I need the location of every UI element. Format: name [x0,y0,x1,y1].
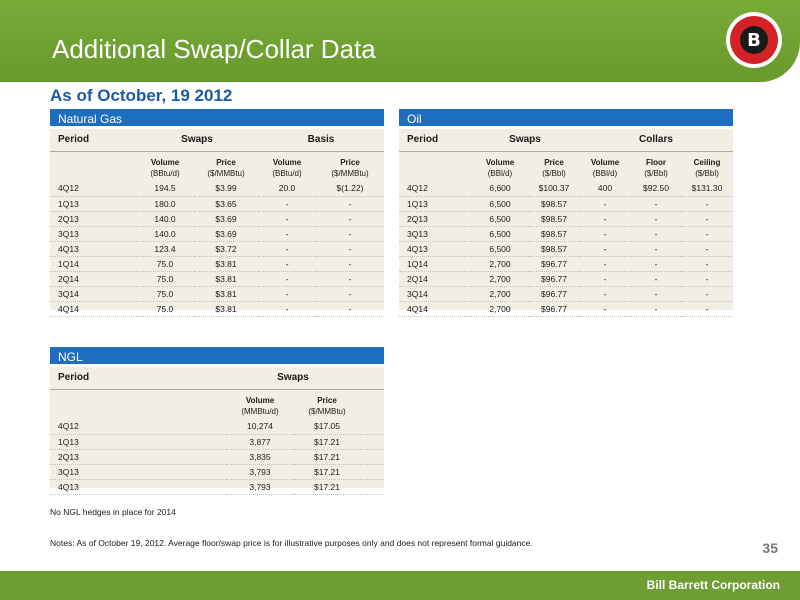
natural-gas-table [50,129,384,317]
footer-company-name: Bill Barrett Corporation [646,578,780,592]
table-row [399,286,733,301]
table-cell: 4Q14 [399,301,471,316]
column-unit: ($/MMBtu) [331,168,369,178]
table-cell: 6,500 [471,241,529,256]
header-bar [0,0,800,82]
table-row [399,181,733,196]
column-unit: (BBl/d) [487,168,513,178]
table-cell: 2,700 [471,256,529,271]
column-name: Price [544,157,564,167]
table-cell: $96.77 [529,301,579,316]
table-cell: - [579,226,631,241]
column-unit: ($/MMBtu) [207,168,245,178]
table-cell: 6,500 [471,196,529,211]
table-cell: $98.57 [529,196,579,211]
table-cell: - [681,211,733,226]
table-cell: - [258,226,316,241]
table-cell: $3.81 [194,286,258,301]
ngl-group-header [50,367,384,389]
table-row [399,226,733,241]
ngl-table [50,367,384,495]
column-unit: (MMBtu/d) [241,406,279,416]
oil-subheader [399,151,733,181]
column-header [316,151,384,181]
period-header: Period [407,134,439,146]
table-cell: $3.81 [194,301,258,316]
table-row [399,256,733,271]
table-cell: $96.77 [529,286,579,301]
table-cell: 4Q12 [50,181,136,196]
table-cell: 180.0 [136,196,194,211]
table-row [50,434,384,449]
column-unit: ($/MMBtu) [308,406,346,416]
column-header [471,151,529,181]
ngl-subheader [50,389,384,419]
ngl-note: No NGL hedges in place for 2014 [50,507,176,517]
table-row [399,211,733,226]
table-cell: - [316,286,384,301]
column-name: Volume [150,157,180,167]
table-cell: 3,793 [226,464,294,479]
table-cell: 2,700 [471,301,529,316]
table-cell: $3.81 [194,256,258,271]
table-cell: 4Q13 [50,479,226,494]
swaps-header: Swaps [509,134,541,146]
column-header [136,151,194,181]
footer-bar [0,571,800,600]
table-cell: 1Q14 [399,256,471,271]
column-unit: (BBl/d) [592,168,618,178]
natural-gas-group-header [50,129,384,151]
table-cell: 4Q13 [50,241,136,256]
column-name: Floor [646,157,666,167]
column-unit: ($/Bbl) [542,168,566,178]
period-header: Period [58,134,90,146]
column-header [294,389,360,419]
natural-gas-panel [50,109,384,314]
table-cell: $3.65 [194,196,258,211]
table-cell: 3,793 [226,479,294,494]
table-cell: 75.0 [136,286,194,301]
table-row [50,241,384,256]
table-cell: - [258,286,316,301]
table-cell: 6,500 [471,226,529,241]
table-cell: 2Q14 [399,271,471,286]
table-cell: 2Q13 [399,211,471,226]
table-cell: 2,700 [471,286,529,301]
table-row [50,286,384,301]
table-cell: $98.57 [529,241,579,256]
table-row [50,464,384,479]
slide-title: Additional Swap/Collar Data [52,34,376,64]
table-cell: - [681,271,733,286]
table-cell: - [258,301,316,316]
ngl-title: NGL [50,347,384,367]
table-cell: 3,877 [226,434,294,449]
table-cell: $131.30 [681,181,733,196]
table-cell: 1Q13 [50,434,226,449]
table-cell: - [631,286,681,301]
column-name: Price [340,157,360,167]
table-cell: $3.72 [194,241,258,256]
table-cell: 2Q13 [50,449,226,464]
column-header [194,151,258,181]
table-cell: 6,600 [471,181,529,196]
table-cell: $17.21 [294,479,360,494]
as-of-date: As of October, 19 2012 [50,86,233,105]
table-cell: 75.0 [136,301,194,316]
table-cell: 140.0 [136,226,194,241]
table-cell: - [258,271,316,286]
table-cell: 4Q12 [50,419,226,434]
table-cell: - [631,241,681,256]
table-cell: - [631,271,681,286]
table-row [50,271,384,286]
swaps-header: Swaps [277,372,309,384]
table-cell: 194.5 [136,181,194,196]
table-cell: 3Q14 [399,286,471,301]
table-cell: 4Q14 [50,301,136,316]
column-header [529,151,579,181]
table-cell: 4Q12 [399,181,471,196]
table-cell: $3.69 [194,211,258,226]
table-cell: - [681,256,733,271]
table-cell: 2Q13 [50,211,136,226]
oil-title: Oil [399,109,733,129]
table-cell: - [681,286,733,301]
table-cell: $96.77 [529,256,579,271]
table-cell: - [258,211,316,226]
table-cell: $17.21 [294,449,360,464]
table-cell: - [316,271,384,286]
table-cell: 1Q13 [399,196,471,211]
table-cell: 10,274 [226,419,294,434]
column-name: Ceiling [693,157,721,167]
column-unit: (BBtu/d) [150,168,180,178]
column-header [258,151,316,181]
table-cell: $96.77 [529,271,579,286]
table-cell: $3.99 [194,181,258,196]
table-cell: 1Q13 [50,196,136,211]
table-row [50,181,384,196]
column-header [681,151,733,181]
table-row [399,301,733,316]
table-cell: 20.0 [258,181,316,196]
oil-table [399,129,733,317]
table-cell: $3.81 [194,271,258,286]
table-cell: - [681,301,733,316]
period-header: Period [58,372,90,384]
table-cell: 140.0 [136,211,194,226]
ngl-panel [50,347,384,492]
table-cell: 1Q14 [50,256,136,271]
table-row [50,419,384,434]
natural-gas-title: Natural Gas [50,109,384,129]
table-cell: - [258,196,316,211]
table-cell: 2Q14 [50,271,136,286]
column-name: Volume [485,157,515,167]
table-cell: - [258,241,316,256]
table-cell: $17.21 [294,464,360,479]
swaps-header: Swaps [181,134,213,146]
table-cell: 400 [579,181,631,196]
table-cell: - [316,301,384,316]
basis-header: Basis [307,134,335,146]
table-cell: - [579,271,631,286]
table-cell: 75.0 [136,256,194,271]
column-name: Volume [245,395,275,405]
company-logo [726,12,782,68]
table-cell: $98.57 [529,226,579,241]
table-cell: - [681,241,733,256]
column-unit: (BBtu/d) [272,168,302,178]
table-cell: $(1.22) [316,181,384,196]
table-cell: - [631,226,681,241]
table-cell: 123.4 [136,241,194,256]
table-cell: 3Q14 [50,286,136,301]
table-cell: - [579,196,631,211]
column-header [579,151,631,181]
table-cell: 4Q13 [399,241,471,256]
column-name: Price [317,395,337,405]
table-cell: $17.21 [294,434,360,449]
table-cell: - [631,211,681,226]
table-row [50,256,384,271]
table-cell: - [631,301,681,316]
table-cell: - [316,241,384,256]
table-cell: - [316,256,384,271]
table-row [50,196,384,211]
column-header [226,389,294,419]
table-cell: $98.57 [529,211,579,226]
table-cell: 3Q13 [50,226,136,241]
column-header [631,151,681,181]
table-cell: - [579,211,631,226]
table-row [399,241,733,256]
table-cell: $100.37 [529,181,579,196]
table-cell: - [631,196,681,211]
table-row [50,301,384,316]
collars-header: Collars [639,134,673,146]
table-cell: - [579,256,631,271]
table-cell: $17.05 [294,419,360,434]
table-cell: 3,835 [226,449,294,464]
table-cell: 2,700 [471,271,529,286]
table-row [50,226,384,241]
table-cell: - [258,256,316,271]
table-cell: 3Q13 [399,226,471,241]
column-unit: ($/Bbl) [695,168,719,178]
page-number: 35 [762,540,778,556]
table-row [399,196,733,211]
natural-gas-subheader [50,151,384,181]
table-cell: - [579,286,631,301]
table-row [50,449,384,464]
table-cell: - [316,196,384,211]
table-cell: - [681,196,733,211]
oil-panel [399,109,733,314]
table-cell: - [316,211,384,226]
table-cell: - [579,241,631,256]
table-row [50,211,384,226]
column-name: Volume [272,157,302,167]
table-row [399,271,733,286]
column-name: Price [216,157,236,167]
logo-ring-icon [730,16,778,64]
table-cell: - [631,256,681,271]
table-row [50,479,384,494]
table-cell: - [316,226,384,241]
table-cell: - [579,301,631,316]
table-cell: 75.0 [136,271,194,286]
table-cell: $3.69 [194,226,258,241]
column-name: Volume [590,157,620,167]
notes-text: Notes: As of October 19, 2012. Average floor/swap price is for illustrative purposes only and does not represent formal guidance. [50,538,533,548]
table-cell: 6,500 [471,211,529,226]
table-cell: - [681,226,733,241]
table-cell: $92.50 [631,181,681,196]
column-unit: ($/Bbl) [644,168,668,178]
logo-letter: B [740,26,768,54]
oil-group-header [399,129,733,151]
table-cell: 3Q13 [50,464,226,479]
